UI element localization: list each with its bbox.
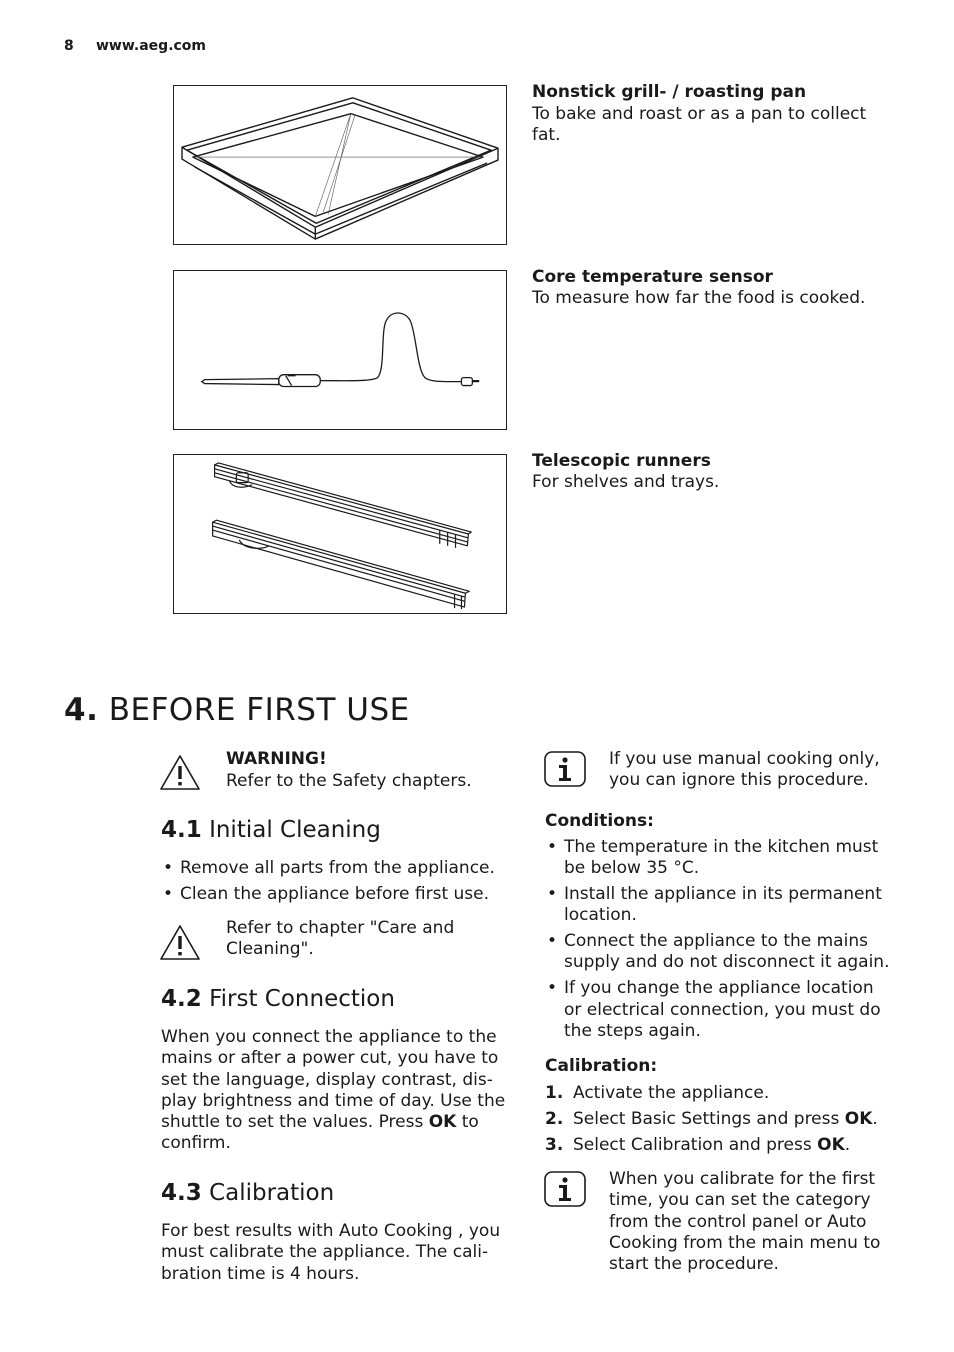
section-heading [64,690,410,730]
core-sensor-illustration [174,271,506,429]
warning-triangle-icon [158,922,202,962]
subsection-number: 4.2 [161,986,202,1012]
step-text: Select Basic Settings and press [573,1108,845,1129]
calibration-text: For best results with Auto Cooking , you must calibrate the appliance. The cali-bration time is 4 hours. [161,1221,501,1284]
step-number: 2. [545,1108,564,1129]
step-number: 3. [545,1134,564,1155]
page-number: 8 [64,38,74,54]
text-segment: to confirm. [161,1112,479,1154]
subsection-title: First Connection [209,986,395,1012]
step-item [545,1109,893,1130]
subsection-number: 4.1 [161,817,202,843]
info-icon [543,1170,587,1210]
telescopic-runners-figure [173,454,507,614]
step-end: . [872,1108,878,1129]
list-item: • If you change the appliance location or electrical connection, you must do the steps again. [545,978,893,1042]
accessory-desc-core-sensor: To measure how far the food is cooked. [532,288,866,308]
step-end: . [844,1134,851,1155]
warning-triangle-icon [158,752,202,792]
section-title: BEFORE FIRST USE [108,692,410,728]
accessory-title-roasting-pan: Nonstick grill- / roasting pan [532,82,807,102]
step-key: OK [844,1108,873,1129]
list-item: • Clean the appliance before first use. [161,884,506,905]
telescopic-runners-illustration [174,455,506,613]
accessory-title-telescopic-runners: Telescopic runners [532,451,711,471]
list-item: • Remove all parts from the appliance. [161,858,506,879]
roasting-pan-figure [173,85,507,245]
subsection-title: Calibration [209,1180,335,1206]
warning-text: Refer to the Safety chapters. [226,771,472,791]
info-icon [543,750,587,790]
header-url: www.aeg.com [96,38,207,54]
calibration-label: Calibration: [545,1056,658,1076]
info-first-calibration: When you calibrate for the first time, you can set the category from the control panel or Auto Cooking from the main menu to start the procedure. [609,1169,881,1275]
core-sensor-figure [173,270,507,430]
roasting-pan-illustration [174,86,506,244]
accessory-title-core-sensor: Core temperature sensor [532,267,773,287]
list-item: • The temperature in the kitchen must be below 35 °C. [545,837,893,880]
accessory-desc-roasting-pan: To bake and roast or as a pan to collect fat. [532,104,867,145]
conditions-list [545,837,893,1047]
accessory-desc-telescopic-runners: For shelves and trays. [532,472,720,492]
subsection-number: 4.3 [161,1180,202,1206]
care-note: Refer to chapter "Care and Cleaning". [226,918,455,960]
step-text: Select Calibration and press [573,1134,818,1155]
calibration-steps [545,1083,893,1160]
list-item: • Connect the appliance to the mains supply and do not disconnect it again. [545,931,893,974]
step-number: 1. [545,1083,564,1103]
step-key: OK [817,1134,845,1155]
conditions-label: Conditions: [545,811,654,831]
section-number: 4. [64,692,99,728]
subsection-heading-first-connection [161,985,395,1013]
subsection-title: Initial Cleaning [209,817,381,843]
initial-cleaning-list [161,858,506,910]
subsection-heading-initial-cleaning [161,816,381,844]
ok-key-label: OK [428,1112,457,1133]
step-text: Activate the appliance. [573,1083,770,1103]
step-item [545,1083,893,1104]
step-item [545,1135,893,1156]
warning-title: WARNING! [226,749,327,769]
info-manual-cooking: If you use manual cooking only, you can ignore this procedure. [609,749,880,791]
list-item: • Install the appliance in its permanent location. [545,884,893,927]
text-segment: When you connect the appliance to the mains or after a power cut, you have to set the language, display contrast, dis-play brightness and time of day. Use the shuttle to set the values. Press [161,1027,506,1133]
first-connection-text [161,1027,507,1155]
subsection-heading-calibration [161,1179,334,1207]
